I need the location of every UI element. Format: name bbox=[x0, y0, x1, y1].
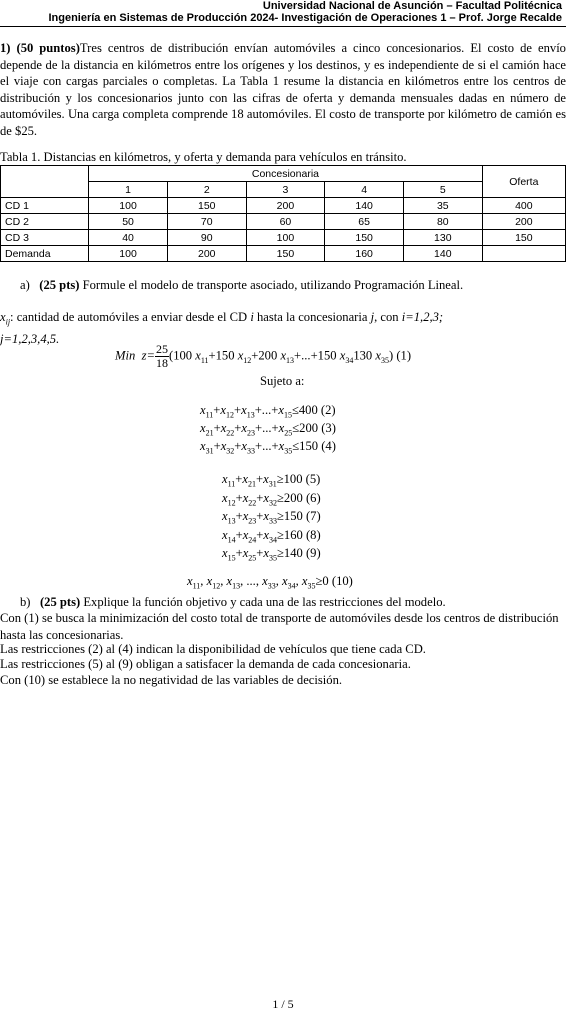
table-cell: 130 bbox=[403, 230, 482, 246]
table-cell: 90 bbox=[167, 230, 246, 246]
row-label: CD 3 bbox=[1, 230, 89, 246]
equation-number: (9) bbox=[305, 546, 321, 560]
part-b-label: b) bbox=[20, 595, 31, 609]
table-row bbox=[1, 230, 566, 246]
concesionaria-header: Concesionaria bbox=[89, 166, 482, 182]
table-cell: 50 bbox=[89, 214, 168, 230]
table-cell: 40 bbox=[89, 230, 168, 246]
supply-constraint: $x_{21}+x_{22}+x_{23}+...+x_{25}\le 200$ (3) bbox=[200, 421, 336, 438]
equation-number: (1) bbox=[396, 348, 412, 363]
header-course: Ingeniería en Sistemas de Producción 2024- Investigación de Operaciones 1 – Prof. Jorge Recalde bbox=[48, 12, 562, 24]
table-cell: 65 bbox=[325, 214, 404, 230]
equation-number: (2) bbox=[320, 403, 336, 417]
table-cell: 70 bbox=[167, 214, 246, 230]
part-b-points: (25 pts) bbox=[39, 595, 81, 609]
index-i-range: i=1,2,3; bbox=[401, 310, 444, 324]
table-row bbox=[1, 198, 566, 214]
demand-cell: 150 bbox=[246, 246, 325, 262]
demand-cell: 100 bbox=[89, 246, 168, 262]
objective-term: ) bbox=[388, 348, 394, 363]
index-j: j bbox=[370, 310, 375, 324]
objective-z: z= bbox=[141, 348, 155, 363]
var-sub: ij bbox=[5, 317, 11, 327]
definition-text: , con bbox=[374, 310, 402, 324]
definition-text: hasta la concesionaria bbox=[253, 310, 371, 324]
constraint-relation: ≤200 bbox=[292, 421, 319, 435]
table-cell: 150 bbox=[167, 198, 246, 214]
equation-number: (7) bbox=[305, 509, 321, 523]
constraint-relation: ≤400 bbox=[291, 403, 318, 417]
constraint-relation: ≥140 bbox=[277, 546, 303, 560]
objective-function: Min z= $\frac{25}{18}$ (100 $x_{11}+150$ $x_{12}+200$ $x_{13}+...+150$ $x_{34}130$ $x_{35}$) (1) bbox=[115, 342, 412, 370]
supply-constraint: $x_{11}+x_{12}+x_{13}+...+x_{15}\le 400$ (2) bbox=[200, 403, 336, 420]
table-header-row bbox=[1, 166, 566, 182]
equation-number: (4) bbox=[321, 439, 336, 453]
subject-to: Sujeto a: bbox=[260, 374, 305, 388]
table-cell: 80 bbox=[403, 214, 482, 230]
index-i: i bbox=[250, 310, 254, 324]
table-cell: 60 bbox=[246, 214, 325, 230]
column-header: 4 bbox=[325, 182, 404, 198]
column-header: 3 bbox=[246, 182, 325, 198]
equation-number: (6) bbox=[305, 490, 321, 505]
part-a bbox=[20, 277, 560, 294]
objective-term: +...+150 bbox=[294, 348, 340, 363]
oferta-header: Oferta bbox=[482, 166, 565, 198]
fraction-denominator: 18 bbox=[156, 356, 168, 370]
constraint-relation: ≥150 bbox=[277, 509, 303, 523]
objective-term: (100 bbox=[169, 348, 196, 363]
demand-cell: 160 bbox=[325, 246, 404, 262]
definition-text: : cantidad de automóviles a enviar desde el CD bbox=[10, 310, 251, 324]
problem-label: 1) (50 puntos) bbox=[0, 41, 80, 55]
empty-cell bbox=[482, 246, 565, 262]
column-header: 1 bbox=[89, 182, 168, 198]
part-a-label: a) bbox=[20, 278, 30, 292]
cost-fraction bbox=[155, 343, 169, 370]
part-b-text: Explique la función objetivo y cada una de las restricciones del modelo. bbox=[80, 595, 446, 609]
equation-number: (10) bbox=[331, 574, 353, 588]
objective-term: 130 bbox=[353, 348, 376, 363]
var-x: x bbox=[0, 310, 6, 324]
equation-number: (8) bbox=[305, 527, 321, 542]
constraint-relation: ≥160 bbox=[277, 527, 303, 542]
fraction-numerator: 25 bbox=[156, 342, 168, 356]
table-cell: 100 bbox=[89, 198, 168, 214]
row-label: CD 2 bbox=[1, 214, 89, 230]
answer-4: Con (10) se establece la no negatividad de las variables de decisión. bbox=[0, 673, 343, 687]
table-cell: 150 bbox=[325, 230, 404, 246]
demand-constraint: $x_{13}+x_{23}+x_{33}\ge 150$ (7) bbox=[222, 509, 321, 526]
variable-definition bbox=[0, 309, 566, 348]
offer-cell: 400 bbox=[482, 198, 565, 214]
problem-text: Tres centros de distribución envían automóviles a cinco concesionarios. El costo de envío depende de la distancia en kilómetros entre los orígenes y los destinos, y es independiente de si el camión hace el viaje con cargas parciales o completas. La Tabla 1 resume la distancia en kilómetros entre los centros de distribución y los concesionarios junto con las cifras de oferta y demanda mensuales dadas en número de automóviles. Una carga completa comprende 18 automóviles. El costo de transporte por kilómetro de camión es de $25. bbox=[0, 41, 566, 138]
row-label: Demanda bbox=[1, 246, 89, 262]
nonnegativity-constraint: $x_{11}$, $x_{12}$, $x_{13}$, ..., $x_{33}$, $x_{34}$, $x_{35}\ge 0$ (10) bbox=[187, 574, 353, 591]
min-label: Min bbox=[115, 348, 136, 363]
offer-cell: 150 bbox=[482, 230, 565, 246]
table-row bbox=[1, 214, 566, 230]
constraint-relation: ≤150 bbox=[292, 439, 319, 453]
table-cell: 100 bbox=[246, 230, 325, 246]
offer-cell: 200 bbox=[482, 214, 565, 230]
column-header: 5 bbox=[403, 182, 482, 198]
page-header bbox=[48, 0, 562, 24]
distance-table bbox=[0, 165, 566, 262]
supply-constraint: $x_{31}+x_{32}+x_{33}+...+x_{35}\le 150$ (4) bbox=[200, 439, 336, 456]
equation-number: (3) bbox=[321, 421, 336, 435]
equation-number: (5) bbox=[305, 472, 321, 486]
table-cell: 35 bbox=[403, 198, 482, 214]
demand-constraint: $x_{15}+x_{25}+x_{35}\ge 140$ (9) bbox=[222, 546, 321, 563]
problem-statement bbox=[0, 40, 566, 139]
constraint-relation: ≥0 bbox=[315, 574, 329, 588]
demand-cell: 140 bbox=[403, 246, 482, 262]
demand-constraint: $x_{14}+x_{24}+x_{34}\ge 160$ (8) bbox=[222, 527, 321, 545]
answer-3: Las restricciones (5) al (9) obligan a satisfacer la demanda de cada concesionaria. bbox=[0, 657, 411, 671]
constraint-relation: ≥100 bbox=[276, 472, 303, 486]
header-university: Universidad Nacional de Asunción – Facultad Politécnica bbox=[262, 0, 562, 12]
page-number: 1 / 5 bbox=[272, 997, 294, 1011]
column-header: 2 bbox=[167, 182, 246, 198]
index-j-range: j=1,2,3,4,5. bbox=[0, 332, 60, 347]
part-b bbox=[20, 594, 560, 611]
objective-term: +200 bbox=[251, 348, 281, 363]
part-a-points: (25 pts) bbox=[39, 278, 80, 292]
table-corner-cell bbox=[1, 166, 89, 198]
demand-row bbox=[1, 246, 566, 262]
table-caption: Tabla 1. Distancias en kilómetros, y oferta y demanda para vehículos en tránsito. bbox=[0, 150, 407, 164]
constraint-relation: ≥200 bbox=[277, 490, 303, 505]
table-cell: 140 bbox=[325, 198, 404, 214]
answer-2: Las restricciones (2) al (4) indican la disponibilidad de vehículos que tiene cada CD. bbox=[0, 642, 426, 656]
demand-constraint: $x_{11}+x_{21}+x_{31}\ge 100$ (5) bbox=[222, 472, 321, 489]
part-a-text: Formule el modelo de transporte asociado, utilizando Programación Lineal. bbox=[79, 278, 464, 292]
row-label: CD 1 bbox=[1, 198, 89, 214]
objective-term: +150 bbox=[208, 348, 238, 363]
table-cell: 200 bbox=[246, 198, 325, 214]
demand-constraint: $x_{12}+x_{22}+x_{32}\ge 200$ (6) bbox=[222, 490, 321, 508]
demand-cell: 200 bbox=[167, 246, 246, 262]
answer-1: Con (1) se busca la minimización del costo total de transporte de automóviles desde los centros de distribución hasta las concesionarias. bbox=[0, 611, 559, 642]
header-divider bbox=[0, 26, 566, 27]
